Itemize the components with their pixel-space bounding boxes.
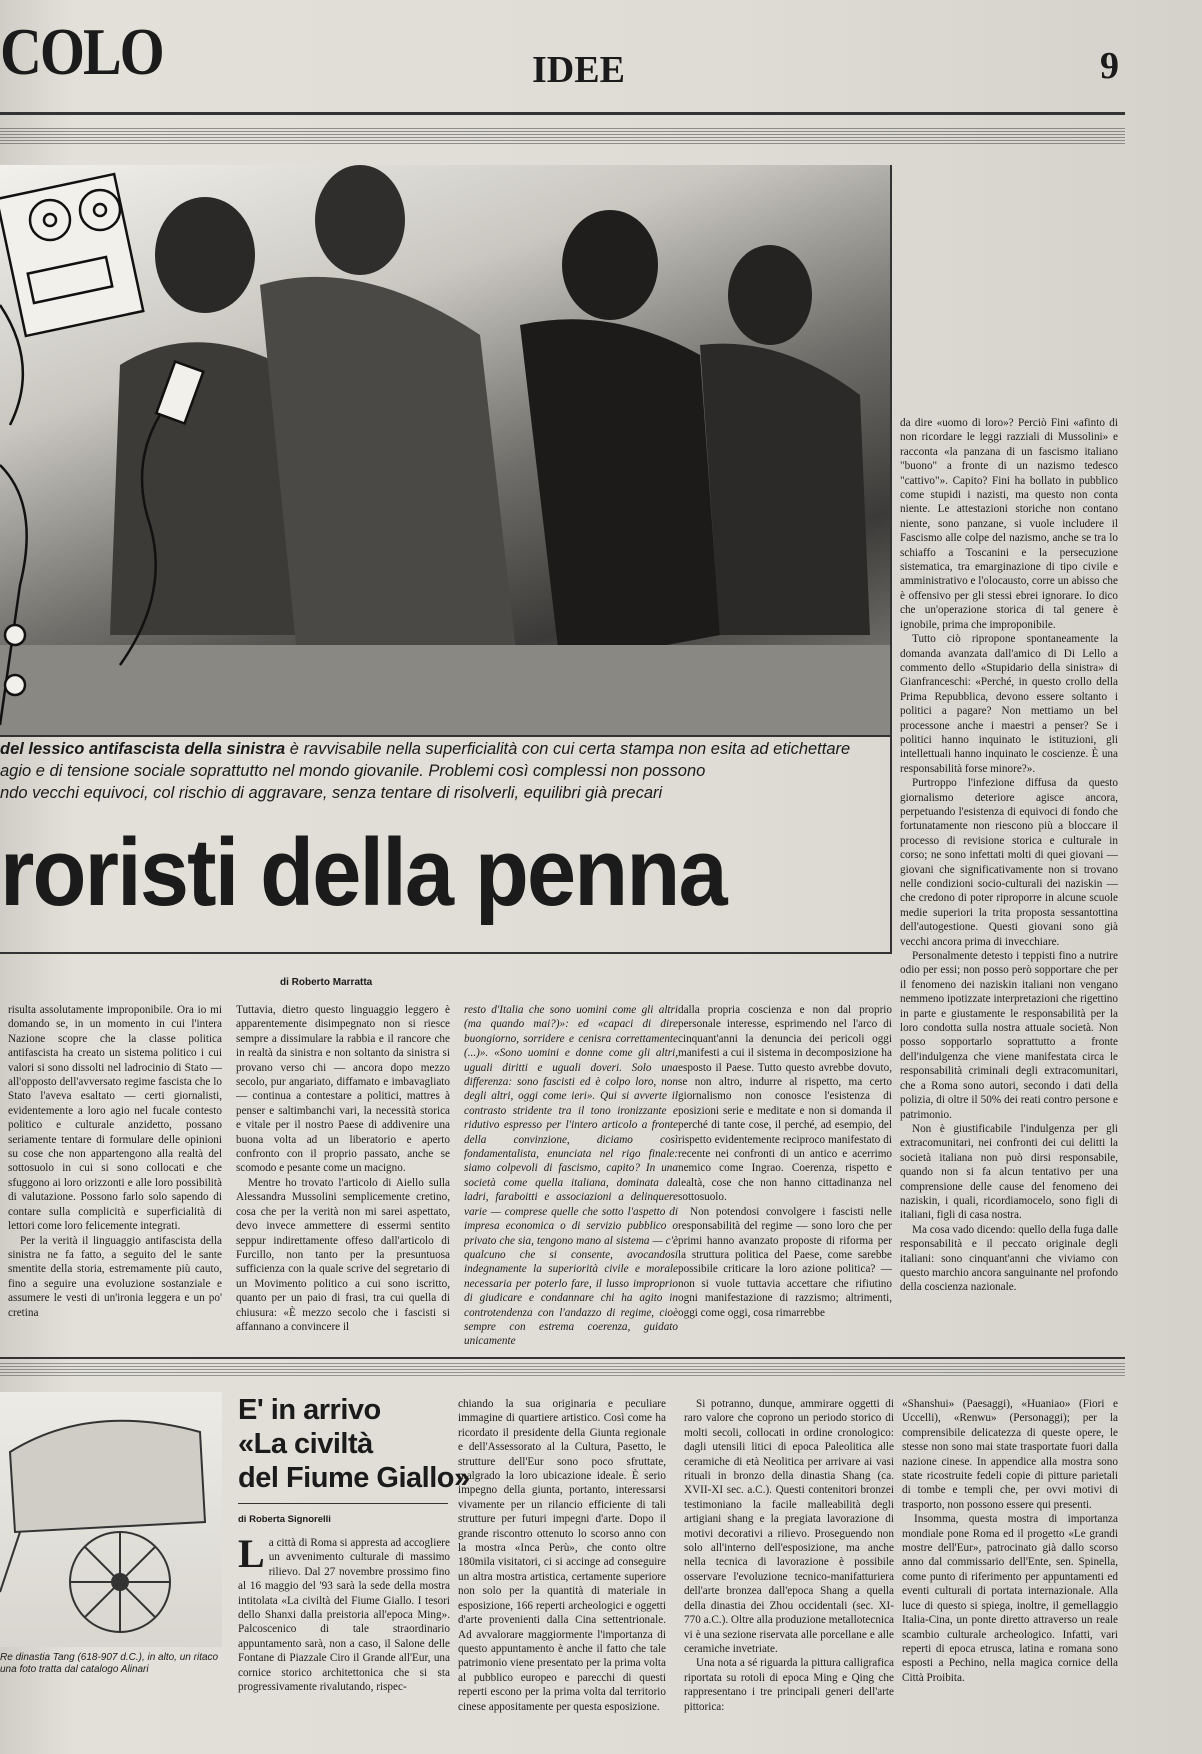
article-column-4 [678, 1003, 892, 1347]
col4-paragraph: dalla propria coscienza e non dal proprio personale interesse, esprimendo nel l'arco di cinquant'anni la denuncia dei pericoli oggi manifesti a cui il sistema in decomposizione ha esposto il Paese. Tutto questo avrebbe dovuto, se non altro, indurre al rispetto, ma certo giornalismo non conosce l'esistenza di posizioni serie e meditate e non si domanda il perché di tante cose, il perché, ad esempio, del rispetto evidentemente reciproco manifestato di recente nei confronti di un antico e acerrimo nemico come Ingrao. Coerenza, rispetto e lealtà, cose che non hanno cittadinanza nel sottosuolo. [678, 1004, 892, 1204]
article-right-column [900, 416, 1118, 1348]
second-headline-line-3: del Fiume Giallo» [238, 1462, 470, 1494]
header-rule [0, 112, 1125, 115]
photo-figure-head-1 [155, 197, 255, 313]
masthead: COLO [0, 14, 163, 89]
second-col-c-text: Si potranno, dunque, ammirare oggetti di raro valore che coprono un periodo storico di molti secoli, collocati in ordine cronologico: dagli utensili litici di epoca Paleolitica alle ceramiche di età Neolitica per arrivare ai vasi rituali in bronzo della dinastia Shang (ca. XVII-XI sec. a.C.). Questi contenitori bronzei testimoniano la facile malleabilità degli artigiani shang e la pregiata lavorazione di motivi decorativi a rilievo. Proseguendo non solo all'interno dell'esposizione, ma anche nella tecnica di lavorazione è possibile osservare l'evoluzione tecnico-manifatturiera dell'arte bronzea dall'epoca Shang a quella della dinastia dei Zhou occidentali (sec. XI-770 a.C.). Oltre alla produzione metallotecnica vi è una sezione riservata alle porcellane e alle ceramiche invetriate. [684, 1398, 894, 1655]
headline-box-rule [0, 952, 892, 954]
section-title: IDEE [532, 49, 625, 91]
second-column-c [684, 1397, 894, 1746]
right-col-paragraph: Non è giustificabile l'indulgenza per gli extracomunitari, nei confronti dei cui delitti la società italiana non può dirsi responsabile, quando non si fa alcun tentativo per una comprensione delle cause del fenomeno dei naziskin, i quali, ricordiamocelo, sono figli di italiani, figli di casa nostra. [900, 1122, 1118, 1222]
image-caption: Re dinastia Tang (618-907 d.C.), in alto, un ritaco una foto tratta dal catalogo Alinari [0, 1652, 219, 1675]
caption-line-1: è ravvisabile nella superficialità con cui certa stampa non esita ad etichettare [285, 740, 851, 758]
article-byline: di Roberto Marratta [280, 977, 373, 988]
caption-lead: del lessico antifascista della sinistra [0, 740, 286, 758]
cart-drawing [0, 1392, 222, 1647]
page-number: 9 [1100, 45, 1119, 87]
second-col-d2-text: Insomma, questa mostra di importanza mondiale pone Roma ed il progetto «Le grandi mostre dell'Eur», patrocinato già dallo scorso anno dal commissario dell'Ente, sen. Spinella, come punto di riferimento per appuntamenti ed eventi culturali di portata internazionale. Alla luce di questo si spiega, inoltre, il gemellaggio Italia-Cina, un ponte diretto attraverso un reale scambio culturale archeologico. Infatti, vari reperti di epoca etrusca, latina e romana sono esposti a Pechino, nella magica cornice della Città Proibita. [902, 1513, 1118, 1684]
col1-paragraph: Per la verità il linguaggio antifascista della sinistra ne fa fatto, a seguito del le sante smentite della storia, estremamente più cauto, fino a seguire una evoluzione sostanziale e assumere le vesti di un'ironia leggera e un po' cretina [8, 1234, 222, 1319]
second-column-b [458, 1397, 666, 1746]
second-column-a [238, 1536, 450, 1746]
second-byline: di Roberta Signorelli [238, 1514, 331, 1525]
col1-paragraph: risulta assolutamente improponibile. Ora io mi domando se, in un momento in cui l'intera Nazione scopre che la classe politica antifascista ha creato un sistema politico i cui valori si sono dissolti nel ladrocinio di Stato — all'opposto dell'avversato regime fascista che lo Stato l'aveva esaltato — certi giornalisti, evidentemente a loro agio nel fucale contesto politico e culturale anzidetto, possano seriamente tentare di formulare delle opinioni su cose che non appartengono alla realtà del sottosuolo in cui si sono collocati e che sfuggono ai loro orizzonti e alle loro possibilità di valutazione. Possono farlo solo sapendo di contare sulla complicità e superficialità di lettori come loro felicemente integrati. [8, 1004, 222, 1233]
second-col-a-text: a città di Roma si appresta ad accogliere un avvenimento culturale di massimo rilievo. Dal 27 novembre prossimo fino al 16 maggio del '93 sarà la sede della mostra intitolata «La civiltà del Fiume Giallo. I tesori dello Shanxi dalla preistoria all'epoca Ming». Palcoscenico di tale straordinario appuntamento sarà, non a caso, il Salone delle Fontane di Piazzale Ciro il Grande all'Eur, una cornice storico architettonica che si sta progressivamente rivalutando, rispec- [238, 1537, 450, 1694]
second-headline-rule [238, 1503, 448, 1504]
photo-figure-head-2 [315, 165, 405, 275]
second-col-b-text: chiando la sua originaria e peculiare immagine di quartiere artistico. Così come ha ricordato il presidente della Giunta regionale e dell'Assessorato al la Cultura, Pasetto, le strutture dell'Eur sono poco sfruttate, malgrado la loro ubicazione ideale. È serio impegno della giunta, portanto, interessarsi vivamente per un rilancio efficiente di tali strutture per futuri impegni d'arte. Dopo il grande riscontro ottenuto lo scorso anno con la mostra «Inca Perù», che conto oltre 180mila visitatori, ci si accinge ad conseguire un altra mostra artistica, certamente superiore non solo per la quantità di materiale in esposizione, 166 reperti archeologici e oggetti d'arte provenienti dalla Cina settentrionale. Ad avvalorare maggiormente l'importanza di questo appuntamento è anche il fatto che tale patrimonio viene presentato per la prima volta al pubblico europeo e parecchi di questi reperti escono per la prima volta dal territorio cinese appositamente per questa esposizione. [458, 1398, 666, 1713]
right-col-paragraph: da dire «uomo di loro»? Perciò Fini «afinto di non ricordare le leggi razziali di Mussolini» e racconta «la panzana di un fascismo italiano "buono" a fronte di un nazismo tedesco "cattivo"». Capito? Fini ha bollato in pubblico come stupidi i nazisti, ma questo non conta niente. Le attestazioni storiche non contano niente, sono panzane, si vuole includere il Fascismo alle colpe del nazismo, anche se tra lo schiaffo a Toscanini e la persecuzione sistematica, tra emarginazione di tipo civile e amministrativo e l'olocausto, corre un abisso che è offensivo per gli stessi ebrei ignorare. Io dico che un'operazione storica di tal genere è ignobile, prima che improponibile. [900, 417, 1118, 631]
article-column-3 [464, 1003, 678, 1347]
photo-figure-body-2 [260, 277, 520, 685]
photo-caption [0, 738, 880, 804]
second-col-c2-text: Una nota a sé riguarda la pittura calligrafica riportata su rotoli di epoca Ming e Qing che rappresentano i tre principali generi dell'arte pittorica: [684, 1657, 894, 1713]
photo-figure-body-3 [520, 319, 720, 665]
right-col-paragraph: Tutto ciò ripropone spontaneamente la domanda avanzata dall'amico di Di Lello a commento dello «Stupidario della sinistra» di Gianfranceschi: «Perché, in questo crollo della Prima Repubblica, devono essere soltanto i politici a pagare? Non mettiamo un bel processone anche i maestri a penser? Se i politici hanno inquinato le istituzioni, gli intellettuali hanno inquinato le coscienze. È una responsabilità forse minore?». [900, 633, 1118, 775]
right-col-paragraph: Personalmente detesto i teppisti fino a nutrire odio per essi; non posso però sopportare che per il fenomeno dei naziskin italiani non vengano nemmeno ipotizzate interpretazioni che rigettino in parte e giustamente le responsabilità per la loro condotta sulla nostra attuale società. Non posso sopportarlo soprattutto a fronte dell'indulgenza che viene manifestata circa le responsabilità criminali degli extracomunitari, che a Roma sono autori, secondo i dati della polizia, di oltre il 50% dei reati contro persone e patrimonio. [900, 950, 1118, 1121]
col4-paragraph: Non potendosi convolgere i fascisti nelle responsabilità del regime — sono loro che per primi hanno avanzato proposte di riforma per la struttura politica del Paese, come sarebbe possibile criticare la loro azione politica? — non si vuole tuttavia accettare che rifiutino ogni manifestazione di razzismo; altrimenti, oggi come oggi, cosa rimarrebbe [678, 1205, 892, 1319]
cart-illustration [0, 1392, 222, 1647]
main-photo [0, 165, 892, 737]
header-hatch-band [0, 128, 1125, 144]
separator-hatch-band [0, 1362, 1125, 1376]
caption-line-3: ndo vecchi equivoci, col rischio di aggravare, senza tentare di risolverli, equilibri già precari [0, 784, 663, 802]
photo-ground [0, 645, 890, 735]
photo-illustration [0, 165, 890, 735]
second-column-d [902, 1397, 1118, 1746]
col3-paragraph: resto d'Italia che sono uomini come gli altri (ma quando mai?)»: ed «capaci di dire buongiorno, sorridere e cenisra correttamente (...)». «Sono uomini e donne come gli altri, uguali diritti e uguali doveri. Solo una differenza: sono fascisti ed è colpo loro, non degli altri, oggi come ieri». Qui si avverte il contrasto stridente tra il tono ironizzante e ridutivo espresso per l'intero articolo a fronte della convinzione, diciamo così fondamentalista, enunciata nel rigo finale: siamo colpevoli di fascismo, capito? In una società come quella italiana, dominata da ladri, faraboitti e associazioni a delinquere varie — comprese quelle che sotto l'aspetto di impresa economica o di servizio pubblico o privato che sia, tengono mano al sistema — c'è qualcuno che si consente, avocandosi indegnamente la superiorità civile e morale necessaria per poterlo fare, il lusso improprio di giudicare e condannare chi ha agito in controtendenza con l'andazzo di regime, cioè sempre con estrema coerenza, guidato unicamente [464, 1004, 678, 1347]
photo-box-right-rule [890, 165, 892, 953]
col2-paragraph: Mentre ho trovato l'articolo di Aiello sulla Alessandra Mussolini semplicemente cretino, cosa che per la verità non mi sarei aspettato, devo invece ammettere di essermi sentito seppur indirettamente offeso dall'articolo di Furcillo, non tanto per la presuntuosa sufficienza con la quale scrive del segretario di un Movimento politico a cui sono iscritto, quanto per un paio di frasi, tra cui quella di chiusura: «È mezzo secolo che i fascisti si affannano a convincere il [236, 1176, 450, 1333]
article-headline: roristi della penna [0, 819, 726, 926]
dropcap: L [238, 1536, 265, 1576]
second-headline-line-2: «La civiltà [238, 1428, 373, 1460]
second-headline-line-1: E' in arrivo [238, 1394, 381, 1426]
photo-figure-head-3 [562, 210, 658, 320]
right-col-paragraph: Purtroppo l'infezione diffusa da questo giornalismo deteriore agisce ancora, perpetuando l'esistenza di equivoci di fondo che fortunatamente non riescono più a bloccare il processo di revisione storica e culturale in corso; ne sono infettati molti di quei giovani — giovani che significativamente non si trovano nelle condizioni socio-culturali dei naziskin — che credono di poter riproporre in alcune scuole medie superiori la trita proposta sessantottina dell'autogestione. Questi giovani sono già vecchi ancora prima di invecchiare. [900, 777, 1118, 948]
article-column-1 [8, 1003, 222, 1347]
col2-paragraph: Tuttavia, dietro questo linguaggio leggero è apparentemente disimpegnato non si riesce sempre a dissimulare la rabbia e il rancore che in realtà da sinistra e non soltanto da sinistra si provano verso chi — ancora dopo mezzo secolo, pur angariato, diffamato e imbavagliato — continua a contestare a politici, mattres à penser e saltimbanchi vari, la necessità storica e vitale per il nostro Paese di addivenire una buona volta ad un liberatorio e aperto confronto con il proprio passato, anche se scomodo e pesante come un macigno. [236, 1004, 450, 1175]
photo-figure-head-4 [728, 245, 812, 345]
article-column-2 [236, 1003, 450, 1347]
second-headline [238, 1393, 470, 1495]
right-col-paragraph: Ma cosa vado dicendo: quello della fuga dalle responsabilità e il peccato originale degli italiani: sono cinquant'anni che viviamo con questo marchio ancora sanguinante nel profondo della coscienza nazionale. [900, 1223, 1118, 1294]
section-separator [0, 1357, 1125, 1359]
photo-figure-body-4 [700, 344, 870, 635]
second-col-d-text: «Shanshui» (Paesaggi), «Huaniao» (Fiori e Uccelli), «Renwu» (Personaggi); per la comprensibile delicatezza di queste opere, le stesse non sono mai state trasportate fuori dalla nazione cinese. In appendice alla mostra sono state ricostruite fedeli copie di pitture parietali di tombe e templi che, per ovvi motivi di trasporto, non possono essere qui presenti. [902, 1398, 1118, 1511]
caption-line-2: agio e di tensione sociale soprattutto nel mondo giovanile. Problemi così complessi non possono [0, 762, 706, 780]
